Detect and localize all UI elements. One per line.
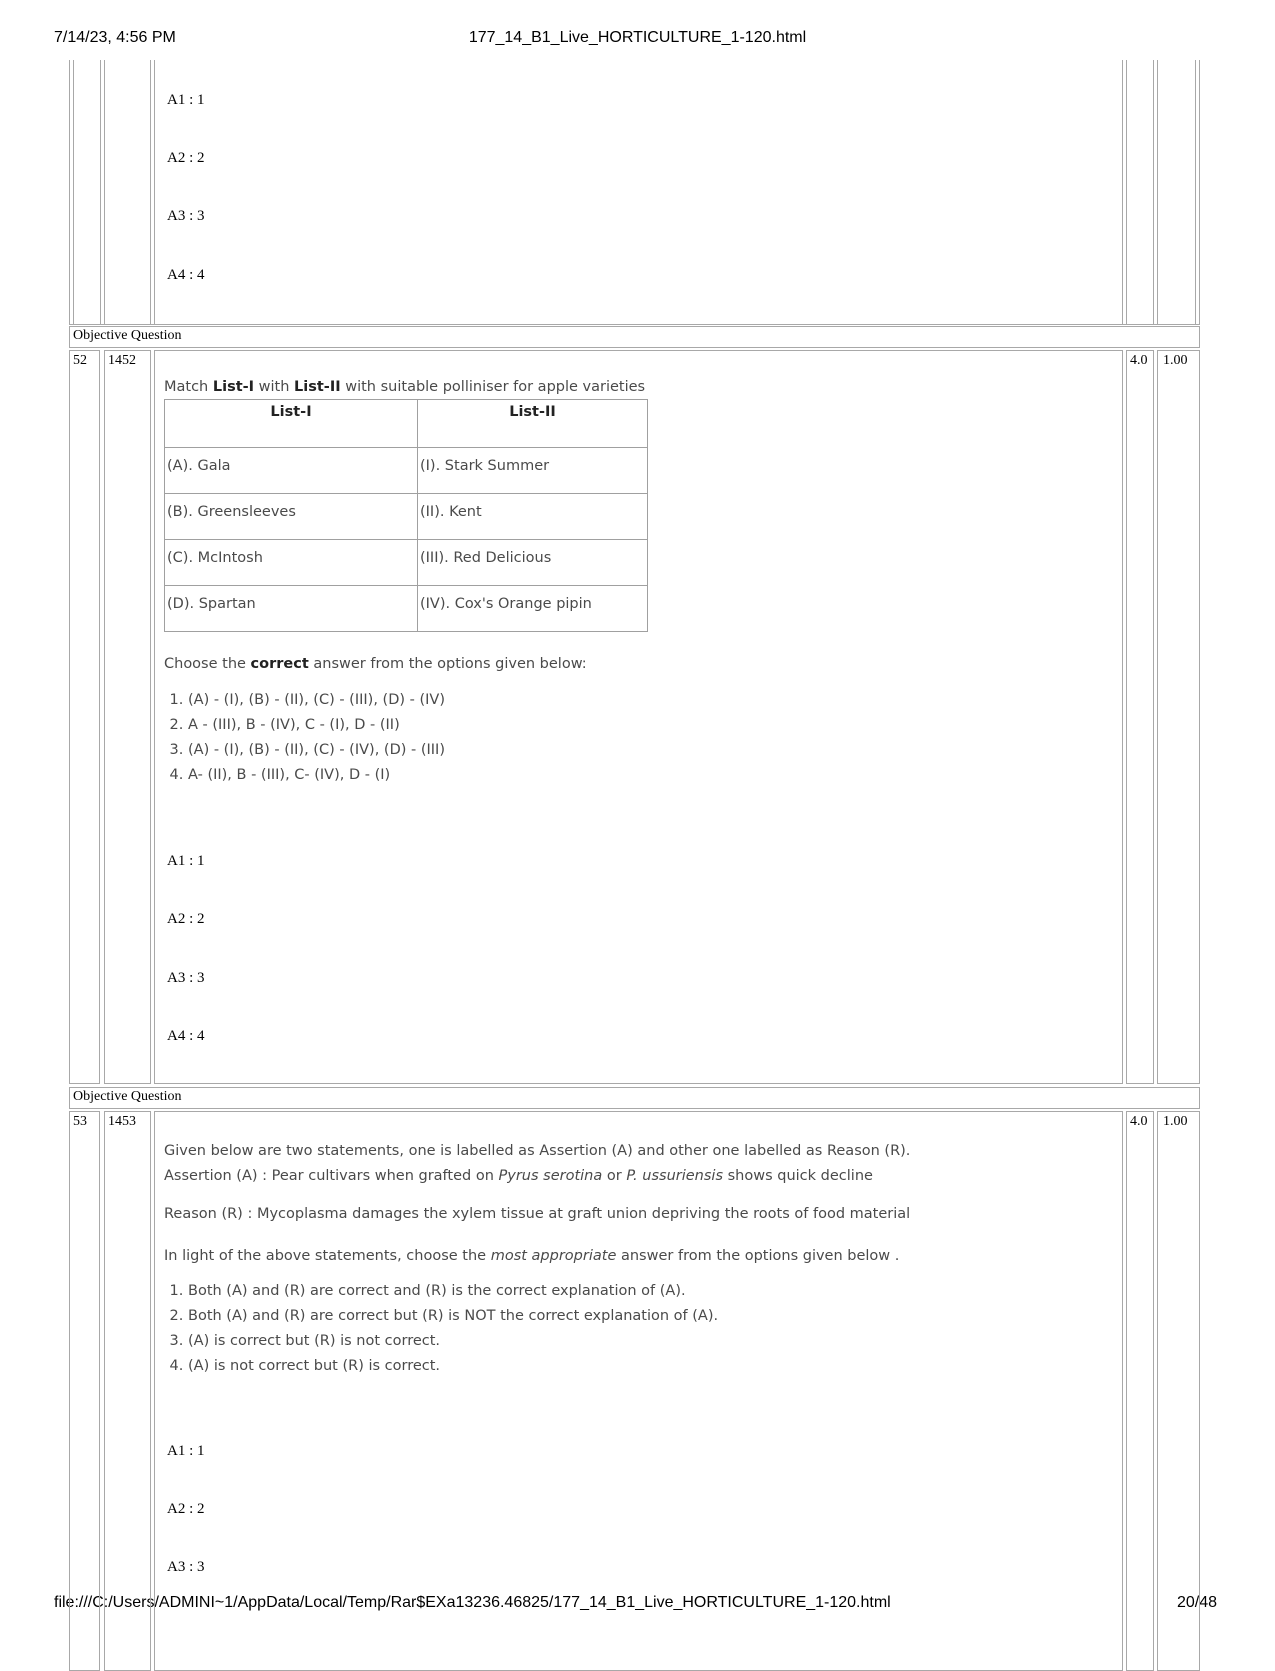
section-label-row — [69, 1087, 1200, 1109]
choices-list — [164, 1279, 718, 1379]
match-table-header-row — [165, 400, 648, 448]
answer-option: A4 : 4 — [167, 267, 205, 283]
reason: Reason (R) : Mycoplasma damages the xylem tissue at graft union depriving the roots of food material — [164, 1206, 911, 1222]
question-id: 1452 — [108, 353, 136, 368]
qid-cell — [104, 350, 151, 1084]
match-table — [164, 399, 648, 632]
table-row: (A). Gala (I). Stark Summer — [165, 448, 648, 494]
print-page-number: 20/48 — [1176, 1594, 1217, 1611]
list-1-header: List-I — [165, 400, 418, 448]
negative-marks-cell — [1157, 1111, 1200, 1671]
print-datetime: 7/14/23, 4:56 PM — [54, 29, 176, 46]
qid-cell — [104, 1111, 151, 1671]
choice-item: 2. Both (A) and (R) are correct but (R) is NOT the correct explanation of (A). — [188, 1304, 718, 1329]
table-row: (C). McIntosh (III). Red Delicious — [165, 540, 648, 586]
negative-marks-cell — [1157, 350, 1200, 1084]
answer-option: A1 : 1 — [167, 1443, 205, 1459]
question-serial: 52 — [73, 353, 87, 368]
list-2-header: List-II — [418, 400, 648, 448]
choice-item: 1. Both (A) and (R) are correct and (R) is the correct explanation of (A). — [188, 1279, 718, 1304]
choice-item: 4. A- (II), B - (III), C- (IV), D - (I) — [188, 763, 445, 788]
question-instruction: Choose the correct answer from the options given below: — [164, 656, 587, 672]
question-statements — [164, 1139, 910, 1189]
print-title: 177_14_B1_Live_HORTICULTURE_1-120.html — [468, 29, 807, 46]
statement-intro: Given below are two statements, one is labelled as Assertion (A) and other one labelled as Reason (R). — [164, 1143, 911, 1159]
marks-cell — [1126, 350, 1154, 1084]
question-instruction: In light of the above statements, choose the most appropriate answer from the options given below . — [164, 1248, 900, 1264]
answer-option: A1 : 1 — [167, 853, 205, 869]
marks: 4.0 — [1130, 1114, 1148, 1129]
choice-item: 2. A - (III), B - (IV), C - (I), D - (II) — [188, 713, 445, 738]
sno-cell — [69, 1111, 100, 1671]
table-row: (D). Spartan (IV). Cox's Orange pipin — [165, 586, 648, 632]
answer-option: A2 : 2 — [167, 1501, 205, 1517]
section-label: Objective Question — [73, 328, 182, 343]
answer-option: A2 : 2 — [167, 911, 205, 927]
answer-option: A4 : 4 — [167, 1028, 205, 1044]
choice-item: 3. (A) is correct but (R) is not correct. — [188, 1329, 718, 1354]
choice-item: 4. (A) is not correct but (R) is correct. — [188, 1354, 718, 1379]
print-file-path: file:///C:/Users/ADMINI~1/AppData/Local/Temp/Rar$EXa13236.46825/177_14_B1_Live_HORTICULTURE_1-120.html — [54, 1594, 891, 1611]
assertion: Assertion (A) : Pear cultivars when grafted on Pyrus serotina or P. ussuriensis shows quick decline — [164, 1168, 873, 1184]
answer-option: A2 : 2 — [167, 150, 205, 166]
choice-item: 1. (A) - (I), (B) - (II), (C) - (III), (D) - (IV) — [188, 688, 445, 713]
question-body-cell — [154, 1111, 1123, 1671]
marks: 4.0 — [1130, 353, 1148, 368]
sno-cell — [69, 350, 100, 1084]
negative-marks: 1.00 — [1163, 353, 1188, 368]
marks-cell — [1126, 1111, 1154, 1671]
answer-option: A3 : 3 — [167, 970, 205, 986]
answer-option: A3 : 3 — [167, 1559, 205, 1575]
question-serial: 53 — [73, 1114, 87, 1129]
answer-option: A1 : 1 — [167, 92, 205, 108]
question-intro: Match List-I with List-II with suitable polliniser for apple varieties — [164, 379, 646, 395]
section-label: Objective Question — [73, 1089, 182, 1104]
table-row: (B). Greensleeves (II). Kent — [165, 494, 648, 540]
answer-option: A3 : 3 — [167, 208, 205, 224]
question-id: 1453 — [108, 1114, 136, 1129]
negative-marks: 1.00 — [1163, 1114, 1188, 1129]
choice-item: 3. (A) - (I), (B) - (II), (C) - (IV), (D) - (III) — [188, 738, 445, 763]
choices-list — [164, 688, 445, 788]
section-label-row — [69, 326, 1200, 348]
